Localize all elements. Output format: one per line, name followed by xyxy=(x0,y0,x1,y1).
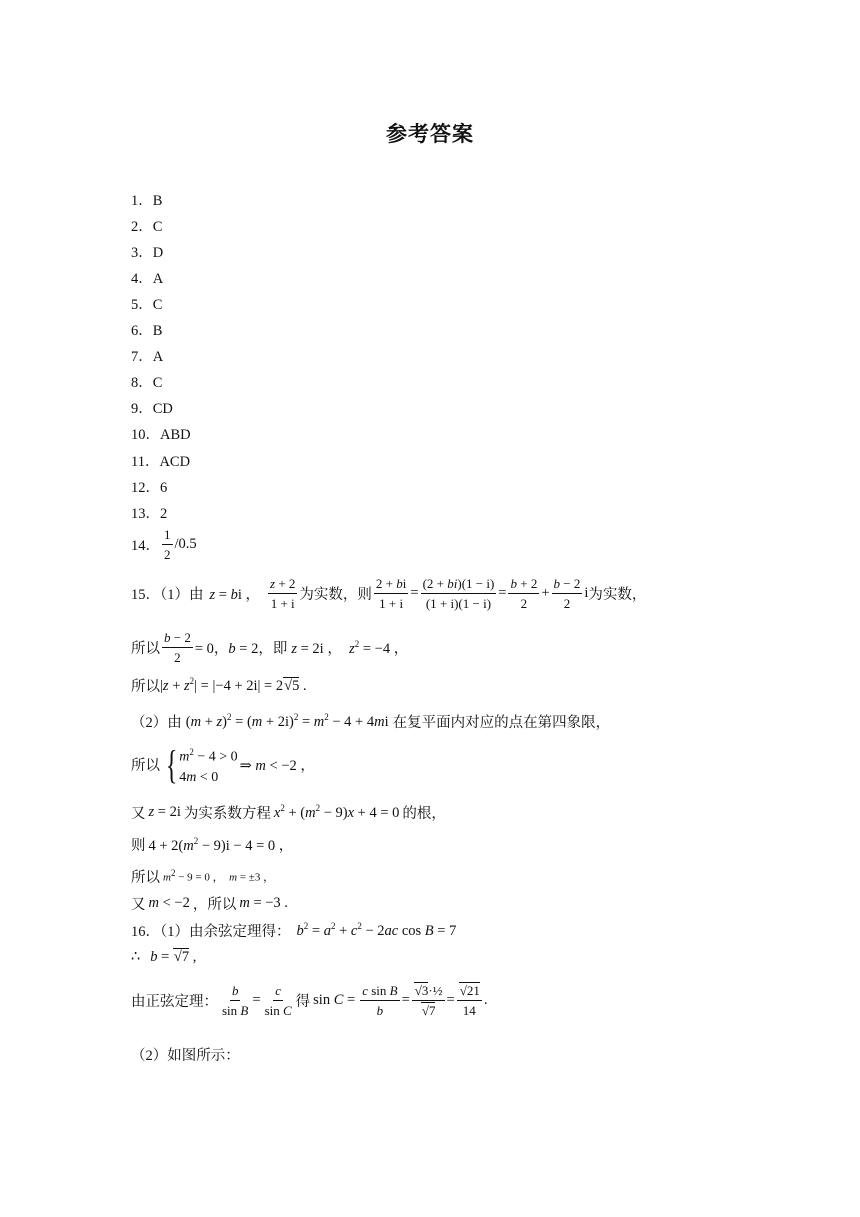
answer-13: 13．2 xyxy=(131,506,168,522)
q15-part1-line1: 15．（1）由 z = bi ， $\frac{z + 2}{1 + i}$ 为实数，则 $\frac{2 + bi}{1 + i}$ = $\frac{(2 + bi)(1 - i)}{(1 + i)(1 - i)}$ = $\frac{b + 2}{2}$ + $\frac{b - 2}{2}$ i 为实数， xyxy=(131,576,647,611)
q16-part1-line3: 由正弦定理： $\frac{b}{\text{sin B}}$ = $\frac{c}{\text{sin C}}$ 得 sin C = $\frac{\text{c sin B}}{b}$ = $\frac{\text{√3·½}}{√7}$ = $\frac{√21}{14}$ . xyxy=(131,983,488,1018)
answer-3: 3．D xyxy=(131,245,164,261)
answer-2: 2．C xyxy=(131,219,163,235)
q15-part2-system: 所以 { $m^2 - 4 > 0$ 4m < 0 ⇒ m < −2 ， xyxy=(131,741,315,787)
answer-1: 1．B xyxy=(131,193,163,209)
formula-fraction: $\frac{z + 2}{1 + i}$ xyxy=(270,576,296,611)
q15-text: 15．（1）由 xyxy=(131,587,204,603)
q15-text: 所以 xyxy=(131,870,160,886)
answer-10: 10．ABD xyxy=(131,427,191,443)
q15-text: 为实系数方程 xyxy=(183,806,271,822)
inequality-system: { $m^2 - 4 > 0$ 4m < 0 xyxy=(165,741,238,787)
q16-text: 由正弦定理： xyxy=(131,994,218,1010)
q15-text: ，即 xyxy=(258,641,288,657)
formula-fraction: $\frac{(2 + bi)(1 - i)}{(1 + i)(1 - i)}$ xyxy=(422,576,495,611)
q15-text: 又 xyxy=(131,897,146,913)
formula-fraction: $\frac{2 + bi}{1 + i}$ xyxy=(375,576,407,611)
q16-part1-line2: ∴ b = √7 , xyxy=(131,949,197,965)
q15-text: 所以 xyxy=(131,758,160,775)
q15-text: 所以 xyxy=(131,679,160,695)
answer-9: 9．CD xyxy=(131,401,173,417)
q15-text: ，所以 xyxy=(192,897,237,913)
q15-text: 则 xyxy=(131,838,146,854)
q15-text: 在复平面内对应的点在第四象限， xyxy=(392,715,611,731)
formula-fraction: $\frac{\text{c sin B}}{b}$ xyxy=(362,983,398,1018)
page-title: 参考答案 xyxy=(386,122,474,146)
q16-text: 得 xyxy=(295,994,311,1010)
answer-4: 4．A xyxy=(131,271,164,287)
q15-text: 的根， xyxy=(402,806,446,822)
q16-part1-line1: 16．（1）由余弦定理得： $b^2 = a^2 + c^2 - 2ac$ cos B = 7 xyxy=(131,921,457,940)
answer-14 xyxy=(131,527,197,562)
answer-14-decimal: /0.5 xyxy=(174,536,197,552)
q15-text: 所以 xyxy=(131,641,160,657)
answer-7: 7．A xyxy=(131,349,164,365)
answer-6: 6．B xyxy=(131,323,163,339)
q15-part1-line2: 所以 $\frac{b - 2}{2}$ = 0，b = 2 ，即 z = 2i ， $z^2 = -4$ ， xyxy=(131,630,409,665)
formula-fraction: $\frac{b}{\text{sin B}}$ xyxy=(222,983,249,1018)
formula-fraction: $\frac{c}{\text{sin C}}$ xyxy=(264,983,292,1018)
formula-z-eq-bi: z = bi ， xyxy=(209,587,260,603)
q15-part2-line6: 又 m < −2 ，所以 m = −3 . xyxy=(131,895,288,913)
q16-part2-line1 xyxy=(131,1044,240,1065)
q15-part2-line3: 又 z = 2i 为实系数方程 $x^2 + (m^2 - 9)x + 4 = 0$ 的根， xyxy=(131,803,446,822)
fraction-one-half xyxy=(162,527,173,562)
q15-text: 又 xyxy=(131,806,146,822)
fraction-numerator: 1 xyxy=(162,527,173,545)
answer-5: 5．C xyxy=(131,297,163,313)
formula-fraction: $\frac{b - 2}{2}$ xyxy=(164,630,191,665)
q16-text: （2）如图所示： xyxy=(131,1048,240,1064)
q15-text: （2）由 xyxy=(131,715,182,731)
answer-14-number: 14． xyxy=(131,538,160,554)
formula-fraction: $\frac{√21}{14}$ xyxy=(457,983,482,1018)
q16-text: 16．（1）由余弦定理得： xyxy=(131,924,291,940)
fraction-denominator: 2 xyxy=(164,547,171,562)
answer-11: 11．ACD xyxy=(131,454,191,470)
answer-12: 12．6 xyxy=(131,480,168,496)
q15-part1-line3: 所以 $|z + z^2| = |-4 + 2i| = 2√5$ . xyxy=(131,676,307,695)
q15-text: 为实数， xyxy=(588,587,647,603)
formula-fraction: $\frac{\text{√3·½}}{√7}$ xyxy=(412,983,445,1018)
formula-fraction: $\frac{b - 2}{2}$ xyxy=(553,576,581,611)
therefore-symbol: ∴ xyxy=(131,949,141,965)
answer-8: 8．C xyxy=(131,375,163,391)
q15-part2-line5: 所以 $m^2 - 9 = 0$ ， m = ±3 ， xyxy=(131,866,274,887)
q15-part2-line4: 则 $4 + 2(m^2 - 9)i - 4 = 0$ ， xyxy=(131,834,293,855)
q15-part2-line1: （2）由 $(m + z)^2 = (m + 2i)^2 = m^2 - 4 + 4mi$ 在复平面内对应的点在第四象限， xyxy=(131,712,611,731)
q15-text: 为实数，则 xyxy=(299,587,372,603)
formula-fraction: $\frac{b + 2}{2}$ xyxy=(510,576,538,611)
